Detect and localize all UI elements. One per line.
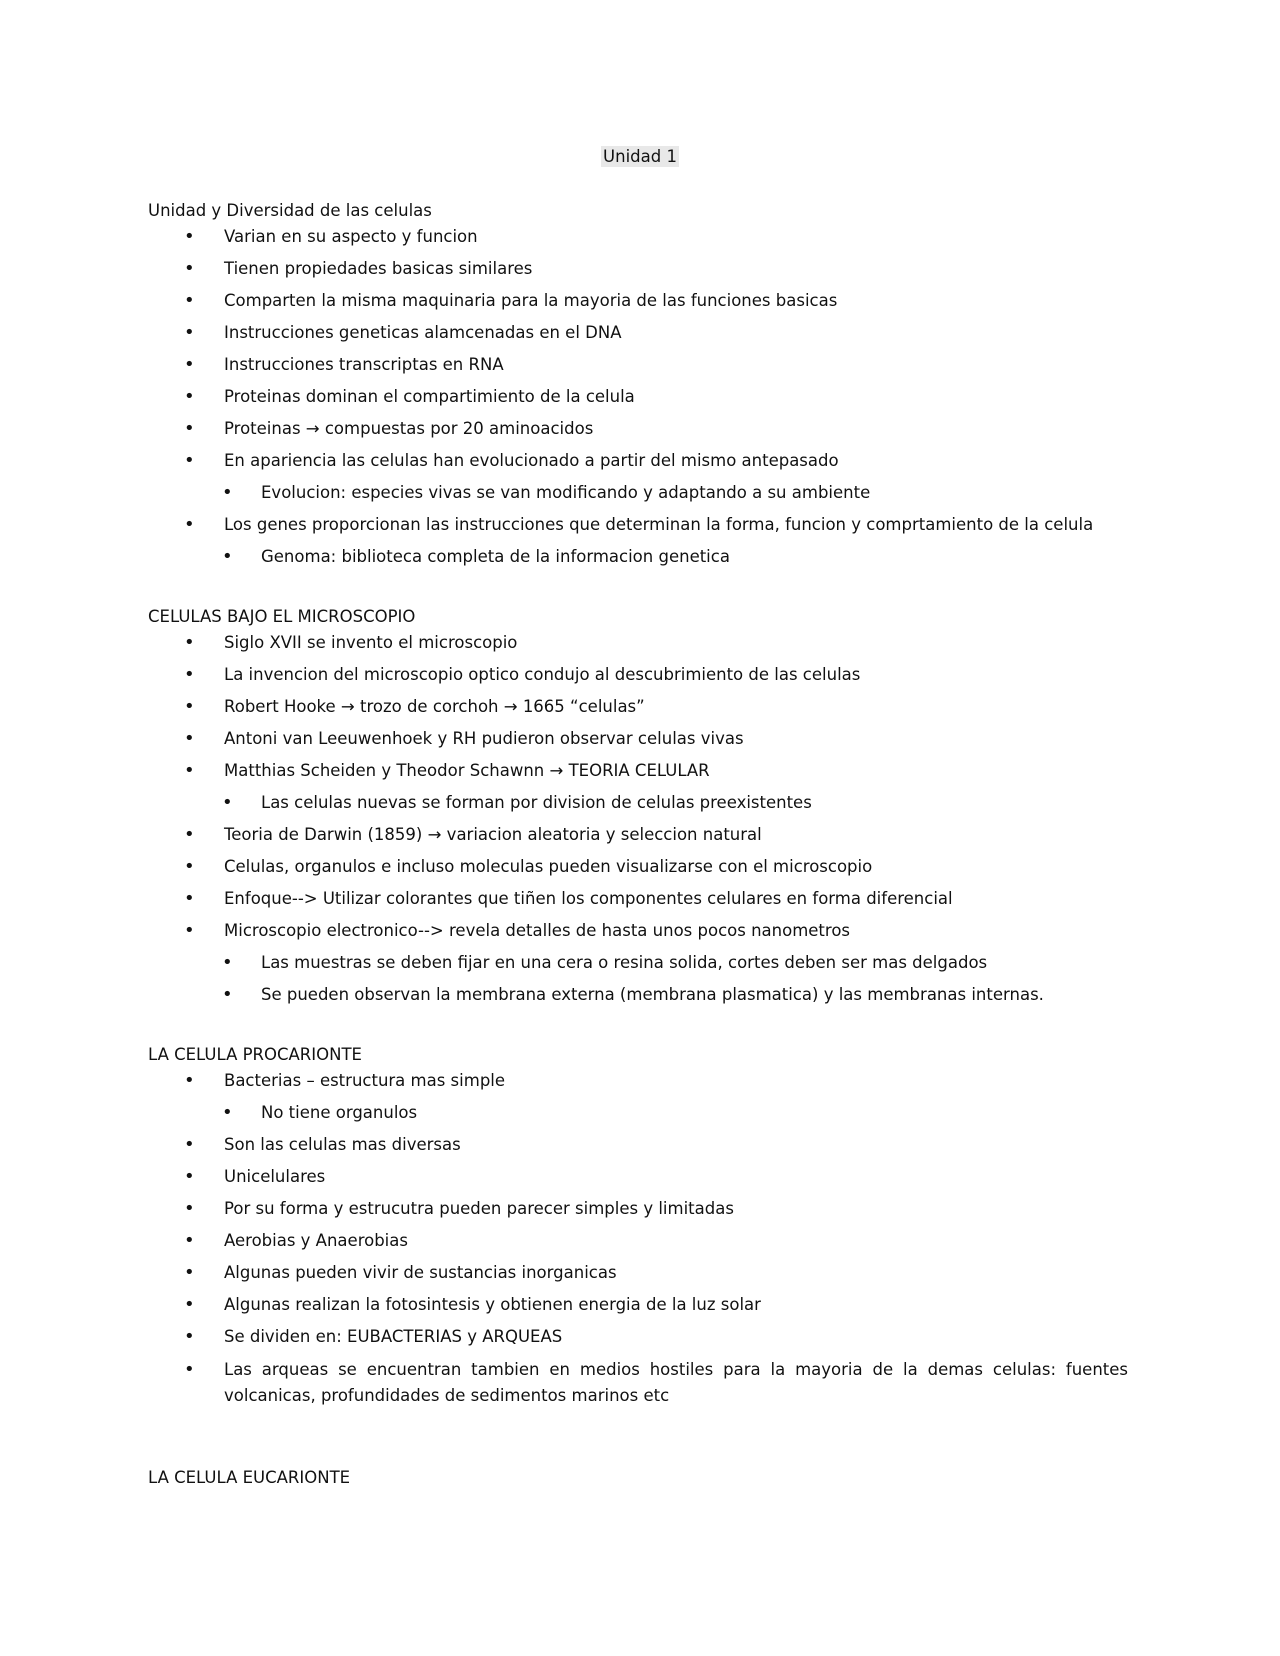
list-item: • Por su forma y estrucutra pueden parecer simples y limitadas (184, 1198, 734, 1219)
bullet-icon: • (184, 354, 195, 375)
bullet-icon: • (184, 322, 195, 343)
list-item: • Comparten la misma maquinaria para la mayoria de las funciones basicas (184, 290, 838, 311)
section-microscopio (148, 605, 1128, 1015)
bullet-icon: • (184, 226, 195, 247)
bullet-icon: • (184, 418, 195, 439)
list-item: • La invencion del microscopio optico condujo al descubrimiento de las celulas (184, 664, 861, 685)
bullet-icon: • (222, 482, 233, 503)
bullet-icon: • (222, 792, 233, 813)
list-item: • Instrucciones geneticas alamcenadas en el DNA (184, 322, 622, 343)
section-heading: LA CELULA PROCARIONTE (148, 1045, 362, 1064)
sub-list-item: • No tiene organulos (222, 1102, 418, 1123)
list-item: • Tienen propiedades basicas similares (184, 258, 533, 279)
list-item: • Matthias Scheiden y Theodor Schawnn → TEORIA CELULAR (184, 760, 710, 781)
title-text: Unidad 1 (603, 147, 677, 166)
sub-list-item: • Las muestras se deben fijar en una cera o resina solida, cortes deben ser mas delgados (222, 952, 988, 973)
section-unidad-diversidad (148, 199, 1128, 577)
bullet-icon: • (184, 1070, 195, 1091)
bullet-icon: • (184, 760, 195, 781)
bullet-icon: • (184, 514, 195, 535)
list-item: • Robert Hooke → trozo de corchoh → 1665 “celulas” (184, 696, 645, 717)
bullet-icon: • (184, 920, 195, 941)
list-item: • Siglo XVII se invento el microscopio (184, 632, 518, 653)
sub-list-item: • Evolucion: especies vivas se van modificando y adaptando a su ambiente (222, 482, 871, 503)
bullet-icon: • (222, 952, 233, 973)
list-item: • Enfoque--> Utilizar colorantes que tiñen los componentes celulares en forma diferencial (184, 888, 953, 909)
section-heading: LA CELULA EUCARIONTE (148, 1468, 351, 1487)
list-item: • Instrucciones transcriptas en RNA (184, 354, 504, 375)
bullet-list (148, 1069, 1128, 1409)
bullet-icon: • (184, 1359, 195, 1380)
list-item: • Proteinas dominan el compartimiento de la celula (184, 386, 635, 407)
list-item: • Teoria de Darwin (1859) → variacion aleatoria y seleccion natural (184, 824, 762, 845)
bullet-icon: • (222, 1102, 233, 1123)
section-heading: CELULAS BAJO EL MICROSCOPIO (148, 607, 416, 626)
list-item: • Proteinas → compuestas por 20 aminoacidos (184, 418, 594, 439)
list-item: • Los genes proporcionan las instrucciones que determinan la forma, funcion y comprtamiento de la celula (184, 514, 1094, 535)
bullet-list (148, 631, 1128, 1007)
bullet-icon: • (222, 984, 233, 1005)
document-title (0, 145, 1280, 169)
bullet-icon: • (184, 632, 195, 653)
list-item: • Algunas pueden vivir de sustancias inorganicas (184, 1262, 617, 1283)
list-item: • Varian en su aspecto y funcion (184, 226, 478, 247)
bullet-icon: • (222, 546, 233, 567)
bullet-icon: • (184, 664, 195, 685)
bullet-icon: • (184, 386, 195, 407)
sub-list-item: • Genoma: biblioteca completa de la informacion genetica (222, 546, 730, 567)
list-item: • Las arqueas se encuentran tambien en medios hostiles para la mayoria de la demas celulas: fuentes volcanicas, profundidades de sedimentos marinos etc (184, 1359, 1128, 1405)
list-item: • Algunas realizan la fotosintesis y obtienen energia de la luz solar (184, 1294, 761, 1315)
bullet-icon: • (184, 1326, 195, 1347)
list-item: • Unicelulares (184, 1166, 326, 1187)
list-item: • En apariencia las celulas han evolucionado a partir del mismo antepasado (184, 450, 839, 471)
bullet-icon: • (184, 450, 195, 471)
bullet-icon: • (184, 1294, 195, 1315)
section-heading: Unidad y Diversidad de las celulas (148, 201, 432, 220)
bullet-icon: • (184, 290, 195, 311)
list-item: • Antoni van Leeuwenhoek y RH pudieron observar celulas vivas (184, 728, 744, 749)
list-item: • Se dividen en: EUBACTERIAS y ARQUEAS (184, 1326, 563, 1347)
bullet-icon: • (184, 1198, 195, 1219)
bullet-icon: • (184, 1134, 195, 1155)
bullet-icon: • (184, 696, 195, 717)
section-procarionte (148, 1043, 1128, 1417)
list-item: • Bacterias – estructura mas simple (184, 1070, 506, 1091)
bullet-icon: • (184, 1262, 195, 1283)
bullet-icon: • (184, 258, 195, 279)
bullet-icon: • (184, 1230, 195, 1251)
bullet-icon: • (184, 1166, 195, 1187)
bullet-list (148, 225, 1128, 569)
list-item: • Son las celulas mas diversas (184, 1134, 461, 1155)
bullet-icon: • (184, 728, 195, 749)
list-item: • Aerobias y Anaerobias (184, 1230, 408, 1251)
bullet-icon: • (184, 856, 195, 877)
sub-list-item: • Se pueden observan la membrana externa (membrana plasmatica) y las membranas internas. (222, 984, 1044, 1005)
sub-list-item: • Las celulas nuevas se forman por division de celulas preexistentes (222, 792, 812, 813)
list-item: • Microscopio electronico--> revela detalles de hasta unos pocos nanometros (184, 920, 851, 941)
section-eucarionte (148, 1466, 1128, 1492)
bullet-icon: • (184, 888, 195, 909)
bullet-icon: • (184, 824, 195, 845)
list-item: • Celulas, organulos e incluso moleculas pueden visualizarse con el microscopio (184, 856, 873, 877)
